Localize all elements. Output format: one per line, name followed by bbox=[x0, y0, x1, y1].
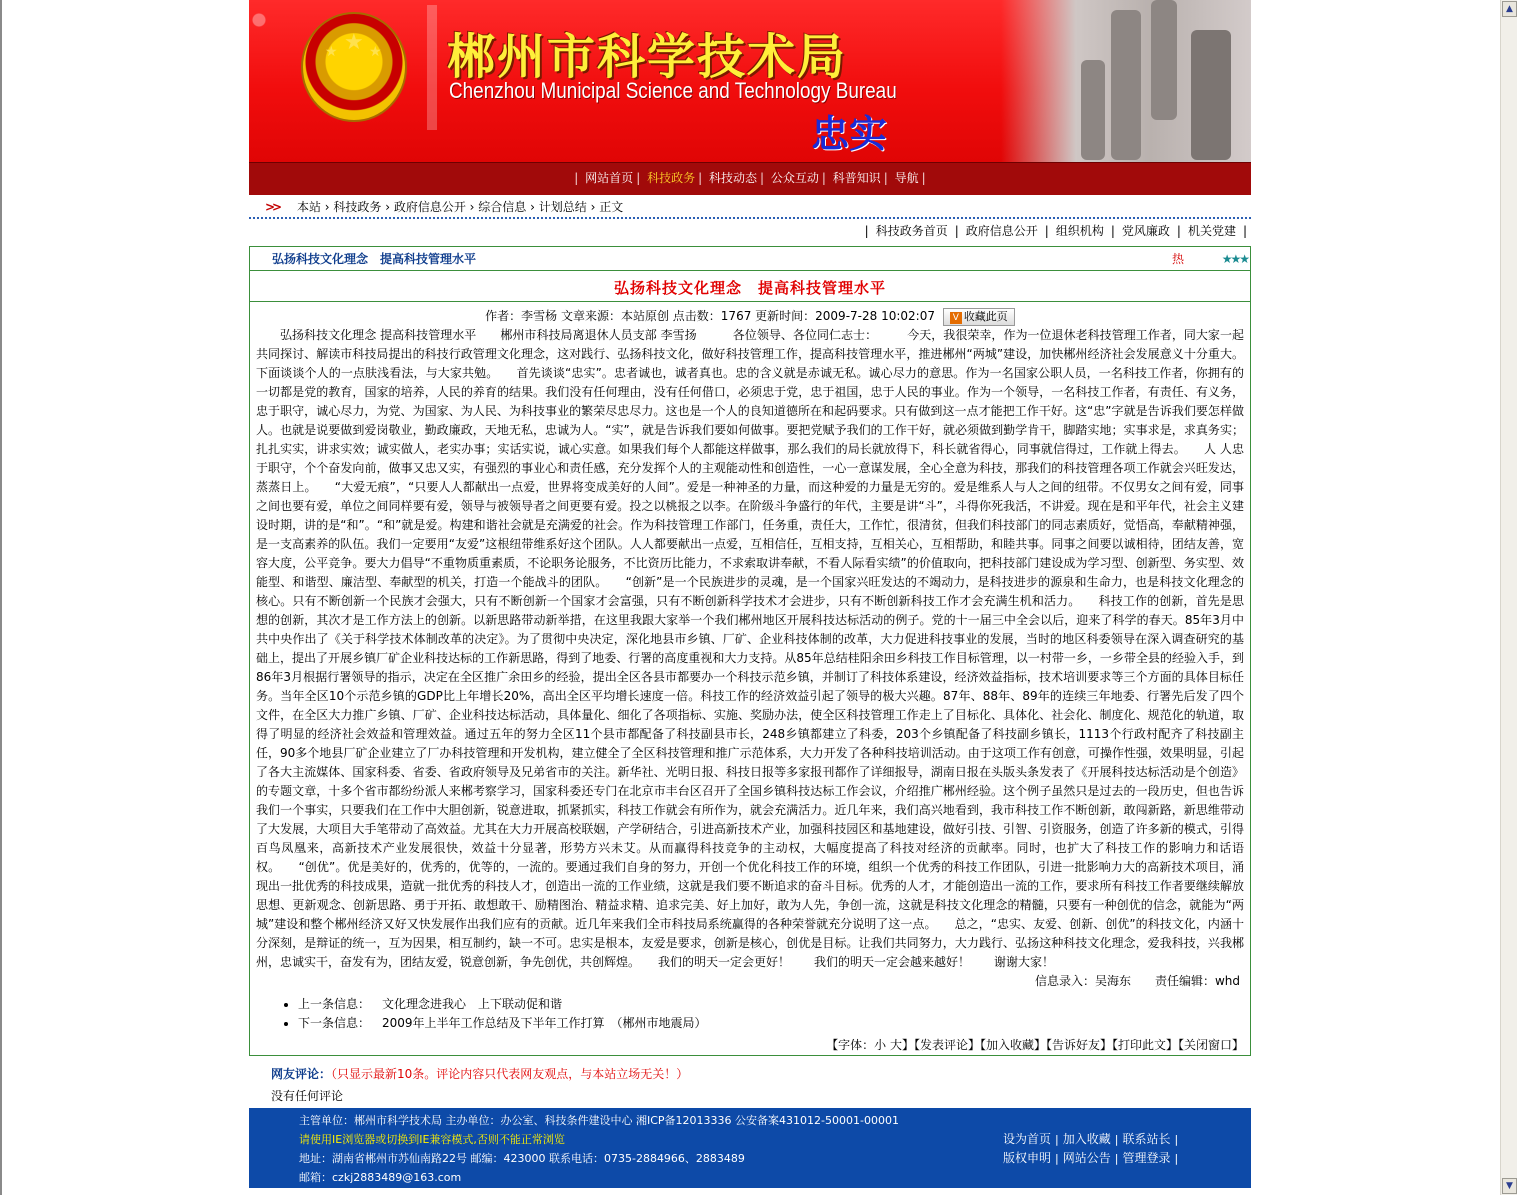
footer-info bbox=[299, 1111, 899, 1187]
scroll-up-arrow-icon[interactable]: ▲ bbox=[1502, 1, 1517, 17]
prev-next-list bbox=[250, 995, 1250, 1033]
contact-admin-link[interactable]: 联系站长 bbox=[1122, 1132, 1171, 1146]
article-meta-text: 作者：李雪杨 文章来源：本站原创 点击数：1767 更新时间：2009-7-28 10:02:07 bbox=[485, 309, 935, 323]
comments-empty: 没有任何评论 bbox=[271, 1089, 344, 1103]
title-divider bbox=[250, 301, 1250, 302]
bookmark-button[interactable] bbox=[943, 308, 1015, 326]
window-left-edge bbox=[0, 0, 2, 1195]
article-tools[interactable]: 【字体：小 大】【发表评论】【加入收藏】【告诉好友】【打印此文】【关闭窗口】 bbox=[826, 1038, 1244, 1052]
set-homepage-link[interactable]: 设为首页 bbox=[1003, 1132, 1052, 1146]
prev-item bbox=[298, 995, 1250, 1014]
prev-link[interactable]: 文化理念进我心 上下联动促和谐 bbox=[382, 997, 563, 1011]
comments-label: 网友评论： bbox=[271, 1067, 332, 1081]
footer-links: 设为首页 | 加入收藏 | 联系站长 | 版权申明 | 网站公告 | 管理登录 | bbox=[1003, 1132, 1179, 1165]
footer-email: 邮箱：czkj2883489@163.com bbox=[299, 1171, 462, 1184]
admin-login-link[interactable]: 管理登录 bbox=[1122, 1151, 1171, 1165]
banner-pillar bbox=[427, 5, 437, 130]
subnav-sci-affairs-home[interactable]: 科技政务首页 bbox=[875, 224, 948, 238]
breadcrumb-plan-summary[interactable]: 计划总结 bbox=[538, 200, 587, 214]
banner-decoration bbox=[249, 0, 289, 162]
footer-sponsor: 主管单位：郴州市科学技术局 主办单位：办公室、科技条件建设中心 湘ICP备12013336 公安备案431012-50001-00001 bbox=[299, 1114, 899, 1127]
nav-navigation[interactable]: 导航 bbox=[894, 171, 919, 185]
footer-browser-warning: 请使用IE浏览器或切换到IE兼容模式,否则不能正常浏览 bbox=[299, 1133, 565, 1146]
site-notice-link[interactable]: 网站公告 bbox=[1062, 1151, 1111, 1165]
breadcrumb-site[interactable]: 本站 bbox=[296, 200, 321, 214]
scroll-down-arrow-icon[interactable]: ▼ bbox=[1502, 1178, 1517, 1194]
article-box-header bbox=[250, 247, 1250, 271]
site-title-en: Chenzhou Municipal Science and Technology Bureau bbox=[449, 78, 897, 103]
motto-text: 忠实 bbox=[811, 112, 888, 156]
article-body: 弘扬科技文化理念 提高科技管理水平 郴州市科技局离退休人员支部 李雪扬 各位领导、各位同仁志士： 今天，我很荣幸，作为一位退休老科技管理工作者，同大家一起共同探讨、解读市科技局提出的科技行政管理文化理念，这对践行、弘扬科技文化，做好科技管理工作，提高科技管理水平，推进郴州“两城”建设，加快郴州经济社会发展意义十分重大。下面谈谈个人的一点肤浅看法，与大家共勉。 首先谈谈“忠实”。忠者诚也，诚者真也。忠的含义就是赤诚无私。诚心尽力的意思。作为一名国家公职人员，一名科技工作者，你拥有的一切都是党的教育，国家的培养，人民的养育的结果。我们没有任何理由，没有任何借口，必须忠于党，忠于祖国，忠于人民的事业。作为一个领导，一名科技工作者，有责任、有义务，忠于职守，诚心尽力，为党、为国家、为人民、为科技事业的繁荣尽忠尽力。这也是一个人的良知道德所在和起码要求。只有做到这一点才能把工作干好。这“忠”字就是告诉我们要怎样做人。也就是说要做到爱岗敬业，勤政廉政，天地无私，忠诚为人。“实”，就是告诉我们要如何做事。要把党赋予我们的工作干好，就必须做到勤学肯干，脚踏实地；实事求是，求真务实；扎扎实实，讲求实效；诚实做人，老实办事；实话实说，诚心实意。如果我们每个人都能这样做事，那么我们的局长就放得下，科长就省得心，同事就信得过，工作就上得去。 人 人忠于职守，个个奋发向前，做事又忠又实，有强烈的事业心和责任感，充分发挥个人的主观能动性和创造性，一心一意谋发展，全心全意为科技，那我们的科技管理各项工作就会兴旺发达，蒸蒸日上。 “大爱无痕”，“只要人人都献出一点爱，世界将变成美好的人间”。爱是一种神圣的力量，而这种爱的力量是无穷的。爱是维系人与人之间的纽带。不仅男女之间有爱，同事之间也要有爱，单位之间同样要有爱，领导与被领导者之间更要有爱。投之以桃报之以李。在阶级斗争盛行的年代，主要是讲“斗”，斗得你死我活，不讲爱。现在是和平年代，社会主义建设时期，讲的是“和”。“和”就是爱。构建和谐社会就是充满爱的社会。作为科技管理工作部门，任务重，责任大，工作忙，很清贫，但我们科技部门的同志素质好，觉悟高，奉献精神强，是一支高素养的队伍。我们一定要用“友爱”这根纽带维系好这个团队。人人都要献出一点爱，互相信任，互相支持，互相关心，互相帮助，和睦共事。同事之间要以诚相待，团结友善，宽容大度，公平竞争。要大力倡导“不重物质重素质，不论职务论服务，不比资历比能力，不求索取讲奉献，不看人际看实绩”的价值取向，把科技部门建设成为学习型、创新型、务实型、效能型、和谐型、廉洁型、奉献型的机关，打造一个能战斗的团队。 “创新”是一个民族进步的灵魂，是一个国家兴旺发达的不竭动力，是科技进步的源泉和生命力，也是科技文化理念的核心。只有不断创新一个民族才会强大，只有不断创新一个国家才会富强，只有不断创新科学技术才会进步，只有不断创新科技工作才会充满生机和活力。 科技工作的创新，首先是思想的创新，其次才是工作方法上的创新。以新思路带动新举措，在这里我跟大家举一个我们郴州地区开展科技达标活动的例子。党的十一届三中全会以后，迎来了科学的春天。85年3月中共中央作出了《关于科学技术体制改革的决定》。为了贯彻中央决定，深化地县市乡镇、厂矿、企业科技体制的改革，大力促进科技事业的发展，当时的地区科委领导在深入调查研究的基础上，提出了开展乡镇厂矿企业科技达标的工作新思路，得到了地委、行署的高度重视和大力支持。从85年总结桂阳余田乡科技工作目标管理，以一村带一乡，一乡带全县的经验入手，到86年3月根据行署领导的指示，决定在全区推广余田乡的经验，提出全区各县市都要办一个科技示范乡镇，并制订了科技体系建设，经济效益指标，技术培训要求等三个方面的具体目标任务。当年全区10个示范乡镇的GDP比上年增长20%，高出全区平均增长速度一倍。科技工作的经济效益引起了领导的极大兴趣。87年、88年、89年的连续三年地委、行署先后发了四个文件，在全区大力推广乡镇、厂矿、企业科技达标活动，具体量化、细化了各项指标、实施、奖励办法，使全区科技管理工作走上了目标化、具体化、社会化、制度化、规范化的轨道，取得了明显的经济社会效益和管理效益。通过五年的努力全区11个县市都配备了科技副县市长，248乡镇都建立了科委，203个乡镇配备了科技副乡镇长，1113个行政村配齐了科技副主任，90多个地县厂矿企业建立了厂办科技管理和开发机构，建立健全了全区科技管理和推广示范体系，大力开发了各种科技培训活动。由于这项工作有创意，可操作性强，效果明显，引起了各大主流媒体、国家科委、省委、省政府领导及兄弟省市的关注。新华社、光明日报、科技日报等多家报刊都作了详细报导，湖南日报在头版头条发表了《开展科技达标活动是个创造》的专题文章，十多个省市都纷纷派人来郴考察学习，国家科委还专门在北京市丰台区召开了全国乡镇科技达标工作会议，介绍推广郴州经验。这个例子虽然只是过去的一段历史，但也告诉我们一个事实，只要我们在工作中大胆创新，锐意进取，抓紧抓实，科技工作就会有所作为，就会充满活力。近几年来，我们高兴地看到，我市科技工作不断创新，敢闯新路，新思维带动了大发展，大项目大手笔带动了高效益。尤其在大力开展高校联姻，产学研结合，引进高新技术产业，加强科技园区和基地建设，做好引技、引智、引资服务，创造了许多新的模式，引得百鸟凤凰来，高新技术产业发展很快，效益十分显著，形势方兴未艾。从而赢得科技竞争的主动权，大幅度提高了科技对经济的贡献率。同时，也扩大了科技工作的影响力和话语权。 “创优”。优是美好的，优秀的，优等的，一流的。要通过我们自身的努力，开创一个优化科技工作的环境，组织一个优秀的科技工作团队，引进一批影响力大的高新技术项目，涌现出一批优秀的科技成果，造就一批优秀的科技人才，创造出一流的工作业绩，这就是我们要不断追求的奋斗目标。优秀的人才，才能创造出一流的工作，要求所有科技工作者要继续解放思想、更新观念、创新思路、勇于开拓、敢想敢干、励精图治、精益求精、追求完美、好上加好，敢为人先，争创一流，这就是科技文化理念的精髓，只要有一种创优的信念，就能为“两城”建设和整个郴州经济又好又快发展作出我们应有的贡献。近几年来我们全市科技局系统赢得的各种荣誉就充分说明了这一点。 总之，“忠实、友爱、创新、创优”的科技文化，内涵十分深刻，是辩证的统一，互为因果，相互制约，缺一不可。忠实是根本，友爱是要求，创新是核心，创优是目标。让我们共同努力，大力践行、弘扬这种科技文化理念，爱我科技，兴我郴州，忠诚实干，奋发有为，团结友爱，锐意创新，争先创优，共创辉煌。 我们的明天一定会更好！ 我们的明天一定会越来越好！ 谢谢大家！ bbox=[256, 328, 1244, 969]
article-header-title: 弘扬科技文化理念 提高科技管理水平 bbox=[272, 252, 477, 266]
subnav-integrity[interactable]: 党风廉政 bbox=[1121, 224, 1170, 238]
comments-header bbox=[249, 1064, 1251, 1084]
prev-label: 上一条信息： bbox=[298, 997, 371, 1011]
nav-popular-science[interactable]: 科普知识 bbox=[832, 171, 881, 185]
nav-home[interactable]: 网站首页 bbox=[585, 171, 634, 185]
breadcrumb-current: 正文 bbox=[599, 200, 624, 214]
article-meta bbox=[250, 306, 1250, 326]
breadcrumb: >> 本站 › 科技政务 › 政府信息公开 › 综合信息 › 计划总结 › 正文 bbox=[249, 195, 1251, 219]
article-box bbox=[249, 246, 1251, 1056]
bookmark-icon: V bbox=[950, 312, 962, 324]
double-chevron-icon: >> bbox=[265, 200, 280, 214]
statue-image bbox=[1001, 0, 1251, 162]
next-link[interactable]: 2009年上半年工作总结及下半年工作打算 （郴州市地震局） bbox=[382, 1016, 707, 1030]
next-label: 下一条信息： bbox=[298, 1016, 371, 1030]
nav-public-interaction[interactable]: 公众互动 bbox=[770, 171, 819, 185]
site-title-cn: 郴州市科学技术局 bbox=[447, 29, 848, 85]
main-nav: | 网站首页 | 科技政务 | 科技动态 | 公众互动 | 科普知识 | 导航 | bbox=[249, 162, 1251, 195]
article-title: 弘扬科技文化理念 提高科技管理水平 bbox=[613, 279, 886, 297]
breadcrumb-sci-affairs[interactable]: 科技政务 bbox=[333, 200, 382, 214]
breadcrumb-gov-info[interactable]: 政府信息公开 bbox=[393, 200, 466, 214]
subnav-gov-info[interactable]: 政府信息公开 bbox=[965, 224, 1038, 238]
nav-sci-news[interactable]: 科技动态 bbox=[708, 171, 757, 185]
copyright-link[interactable]: 版权申明 bbox=[1003, 1151, 1052, 1165]
national-emblem-icon: ★ ★ ★ bbox=[301, 12, 407, 122]
subnav-party-building[interactable]: 机关党建 bbox=[1187, 224, 1236, 238]
bookmark-label: 收藏此页 bbox=[963, 309, 1008, 323]
subnav-organization[interactable]: 组织机构 bbox=[1055, 224, 1104, 238]
footer-address: 地址：湖南省郴州市苏仙南路22号 邮编：423000 联系电话：0735-2884966、2883489 bbox=[299, 1152, 745, 1165]
rating-stars-icon: ★★★ bbox=[1221, 252, 1248, 266]
vertical-scrollbar[interactable] bbox=[1500, 0, 1517, 1195]
next-item bbox=[298, 1014, 1250, 1033]
breadcrumb-general-info[interactable]: 综合信息 bbox=[478, 200, 527, 214]
sub-nav: | 科技政务首页 | 政府信息公开 | 组织机构 | 党风廉政 | 机关党建 | bbox=[864, 224, 1247, 238]
hot-badge: 热 bbox=[1171, 252, 1184, 266]
article-editors: 信息录入：吴海东 责任编辑：whd bbox=[1034, 974, 1240, 988]
nav-sci-affairs[interactable]: 科技政务 bbox=[647, 171, 696, 185]
site-footer bbox=[249, 1108, 1251, 1188]
comments-note: （只显示最新10条。评论内容只代表网友观点，与本站立场无关！） bbox=[331, 1067, 689, 1081]
add-favorite-link[interactable]: 加入收藏 bbox=[1062, 1132, 1111, 1146]
page-container bbox=[249, 0, 1251, 1188]
site-banner bbox=[249, 0, 1251, 162]
